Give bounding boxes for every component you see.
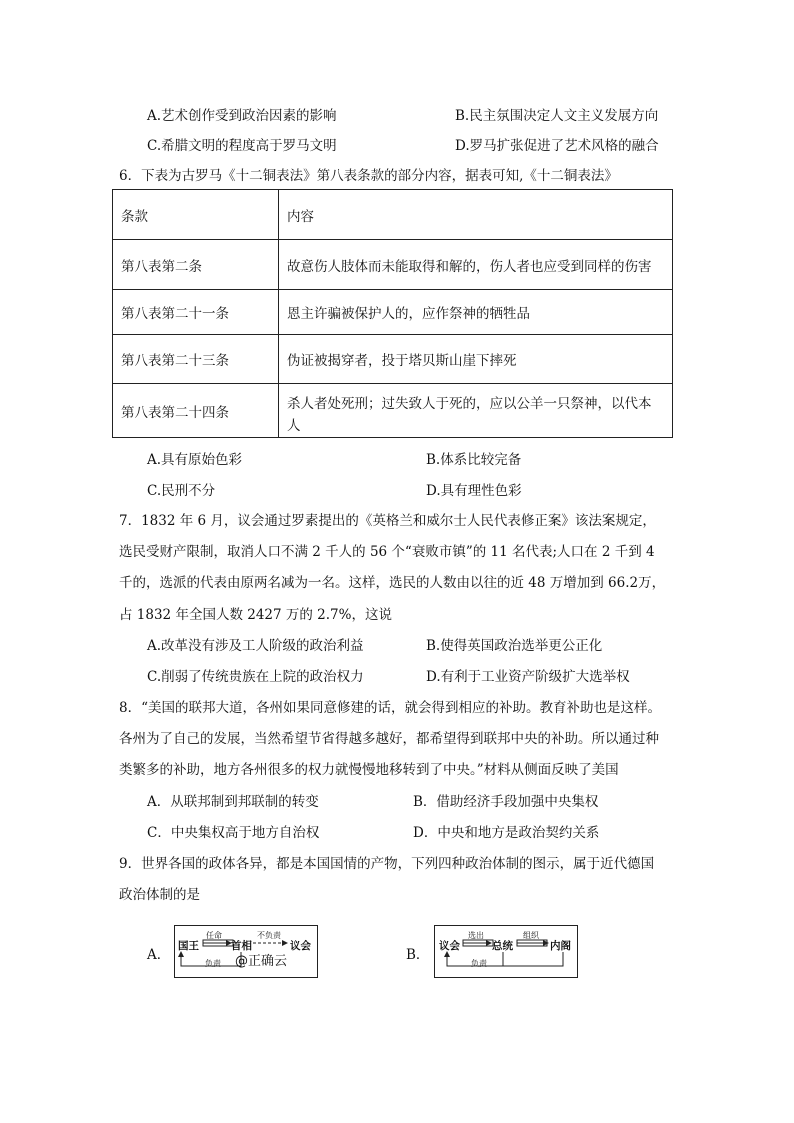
q8-line-2: 各州为了自己的发展，当然希望节省得越多越好，都希望得到联邦中央的补助。所以通过种 <box>119 731 659 747</box>
q7-option-c: C.削弱了传统贵族在上院的政治权力 <box>147 669 364 685</box>
q8-line-3: 类繁多的补助，地方各州很多的权力就慢慢地移转到了中央。”材料从侧面反映了美国 <box>119 762 619 778</box>
watermark-text: @正确云 <box>235 954 288 969</box>
diagram-a-parliament: 议会 <box>290 940 311 952</box>
q7-line-3: 千的，选派的代表由原两名减为一名。这样，选民的人数由以往的近 48 万增加到 66.2万， <box>119 575 666 591</box>
table-row <box>113 290 673 335</box>
table-header-content: 内容 <box>279 190 673 240</box>
q6-option-c: C.民刑不分 <box>147 483 216 499</box>
diagram-b-cabinet: 内阁 <box>550 940 571 952</box>
diagram-b-organize: 组织 <box>523 931 539 940</box>
diagram-a-pm: 首相 <box>231 940 252 952</box>
q8-option-b: B．借助经济手段加强中央集权 <box>413 794 599 810</box>
q9-line-1: 9．世界各国的政体各异，都是本国国情的产物，下列四种政治体制的图示，属于近代德国 <box>119 856 655 872</box>
q6-stem: 6．下表为古罗马《十二铜表法》第八表条款的部分内容，据表可知,《十二铜表法》 <box>119 168 618 184</box>
q5-option-c: C.希腊文明的程度高于罗马文明 <box>147 138 337 154</box>
diagram-b-parliament: 议会 <box>439 940 460 952</box>
table-header-clause: 条款 <box>113 190 279 240</box>
table-header-row <box>113 190 673 240</box>
diagram-b-responsible: 负责 <box>471 959 487 968</box>
q6-option-a: A.具有原始色彩 <box>147 452 243 468</box>
q7-line-2: 选民受财产限制，取消人口不满 2 千人的 56 个“衰败市镇”的 11 名代表;人口在 2 千到 4 <box>119 544 655 560</box>
q5-option-b: B.民主氛围决定人文主义发展方向 <box>455 108 659 124</box>
table-cell-content <box>279 384 673 438</box>
table-row <box>113 240 673 290</box>
table-cell-content: 伪证被揭穿者，投于塔贝斯山崖下摔死 <box>279 335 673 384</box>
q6-option-d: D.具有理性色彩 <box>426 483 522 499</box>
diagram-b <box>434 925 578 978</box>
q5-option-d: D.罗马扩张促进了艺术风格的融合 <box>455 138 659 154</box>
diagram-a-responsible: 负责 <box>205 959 221 968</box>
diagram-b-president: 总统 <box>492 940 513 952</box>
table-cell-clause: 第八表第二条 <box>113 240 279 290</box>
q8-line-1: 8．“美国的联邦大道，各州如果同意修建的话，就会得到相应的补助。教育补助也是这样。 <box>119 700 661 716</box>
q7-line-1: 7．1832 年 6 月，议会通过罗素提出的《英格兰和威尔士人民代表修正案》该法案规定， <box>119 513 656 529</box>
q8-option-a: A．从联邦制到邦联制的转变 <box>147 794 319 810</box>
diagram-a-appoint: 任命 <box>206 931 222 940</box>
q5-option-a: A.艺术创作受到政治因素的影响 <box>147 108 337 124</box>
q7-option-b: B.使得英国政治选举更公正化 <box>426 638 603 654</box>
diagram-a <box>174 925 318 978</box>
table-cell-content-text: 杀人者处死刑；过失致人于死的，应以公羊一只祭神，以代本人 <box>287 396 652 434</box>
table-cell-clause: 第八表第二十一条 <box>113 290 279 335</box>
diagram-a-king: 国王 <box>178 940 199 952</box>
table-row <box>113 384 673 438</box>
q8-option-c: C．中央集权高于地方自治权 <box>147 825 320 841</box>
law-table <box>112 189 673 438</box>
diagram-b-label: B． <box>406 947 430 963</box>
table-cell-clause: 第八表第二十四条 <box>113 384 279 438</box>
q7-option-d: D.有利于工业资产阶级扩大选举权 <box>426 669 630 685</box>
diagram-a-label: A． <box>147 947 171 963</box>
diagram-b-elect: 选出 <box>468 931 484 940</box>
table-cell-content: 恩主许骗被保护人的，应作祭神的牺牲品 <box>279 290 673 335</box>
q7-option-a: A.改革没有涉及工人阶级的政治利益 <box>147 638 364 654</box>
q9-line-2: 政治体制的是 <box>119 887 200 903</box>
table-cell-content: 故意伤人肢体而未能取得和解的，伤人者也应受到同样的伤害 <box>279 240 673 290</box>
q6-option-b: B.体系比较完备 <box>426 452 522 468</box>
q8-option-d: D．中央和地方是政治契约关系 <box>413 825 600 841</box>
diagram-a-not-responsible: 不负责 <box>257 931 281 940</box>
table-row <box>113 335 673 384</box>
table-cell-clause: 第八表第二十三条 <box>113 335 279 384</box>
q7-line-4: 占 1832 年全国人数 2427 万的 2.7%，这说 <box>119 607 392 623</box>
